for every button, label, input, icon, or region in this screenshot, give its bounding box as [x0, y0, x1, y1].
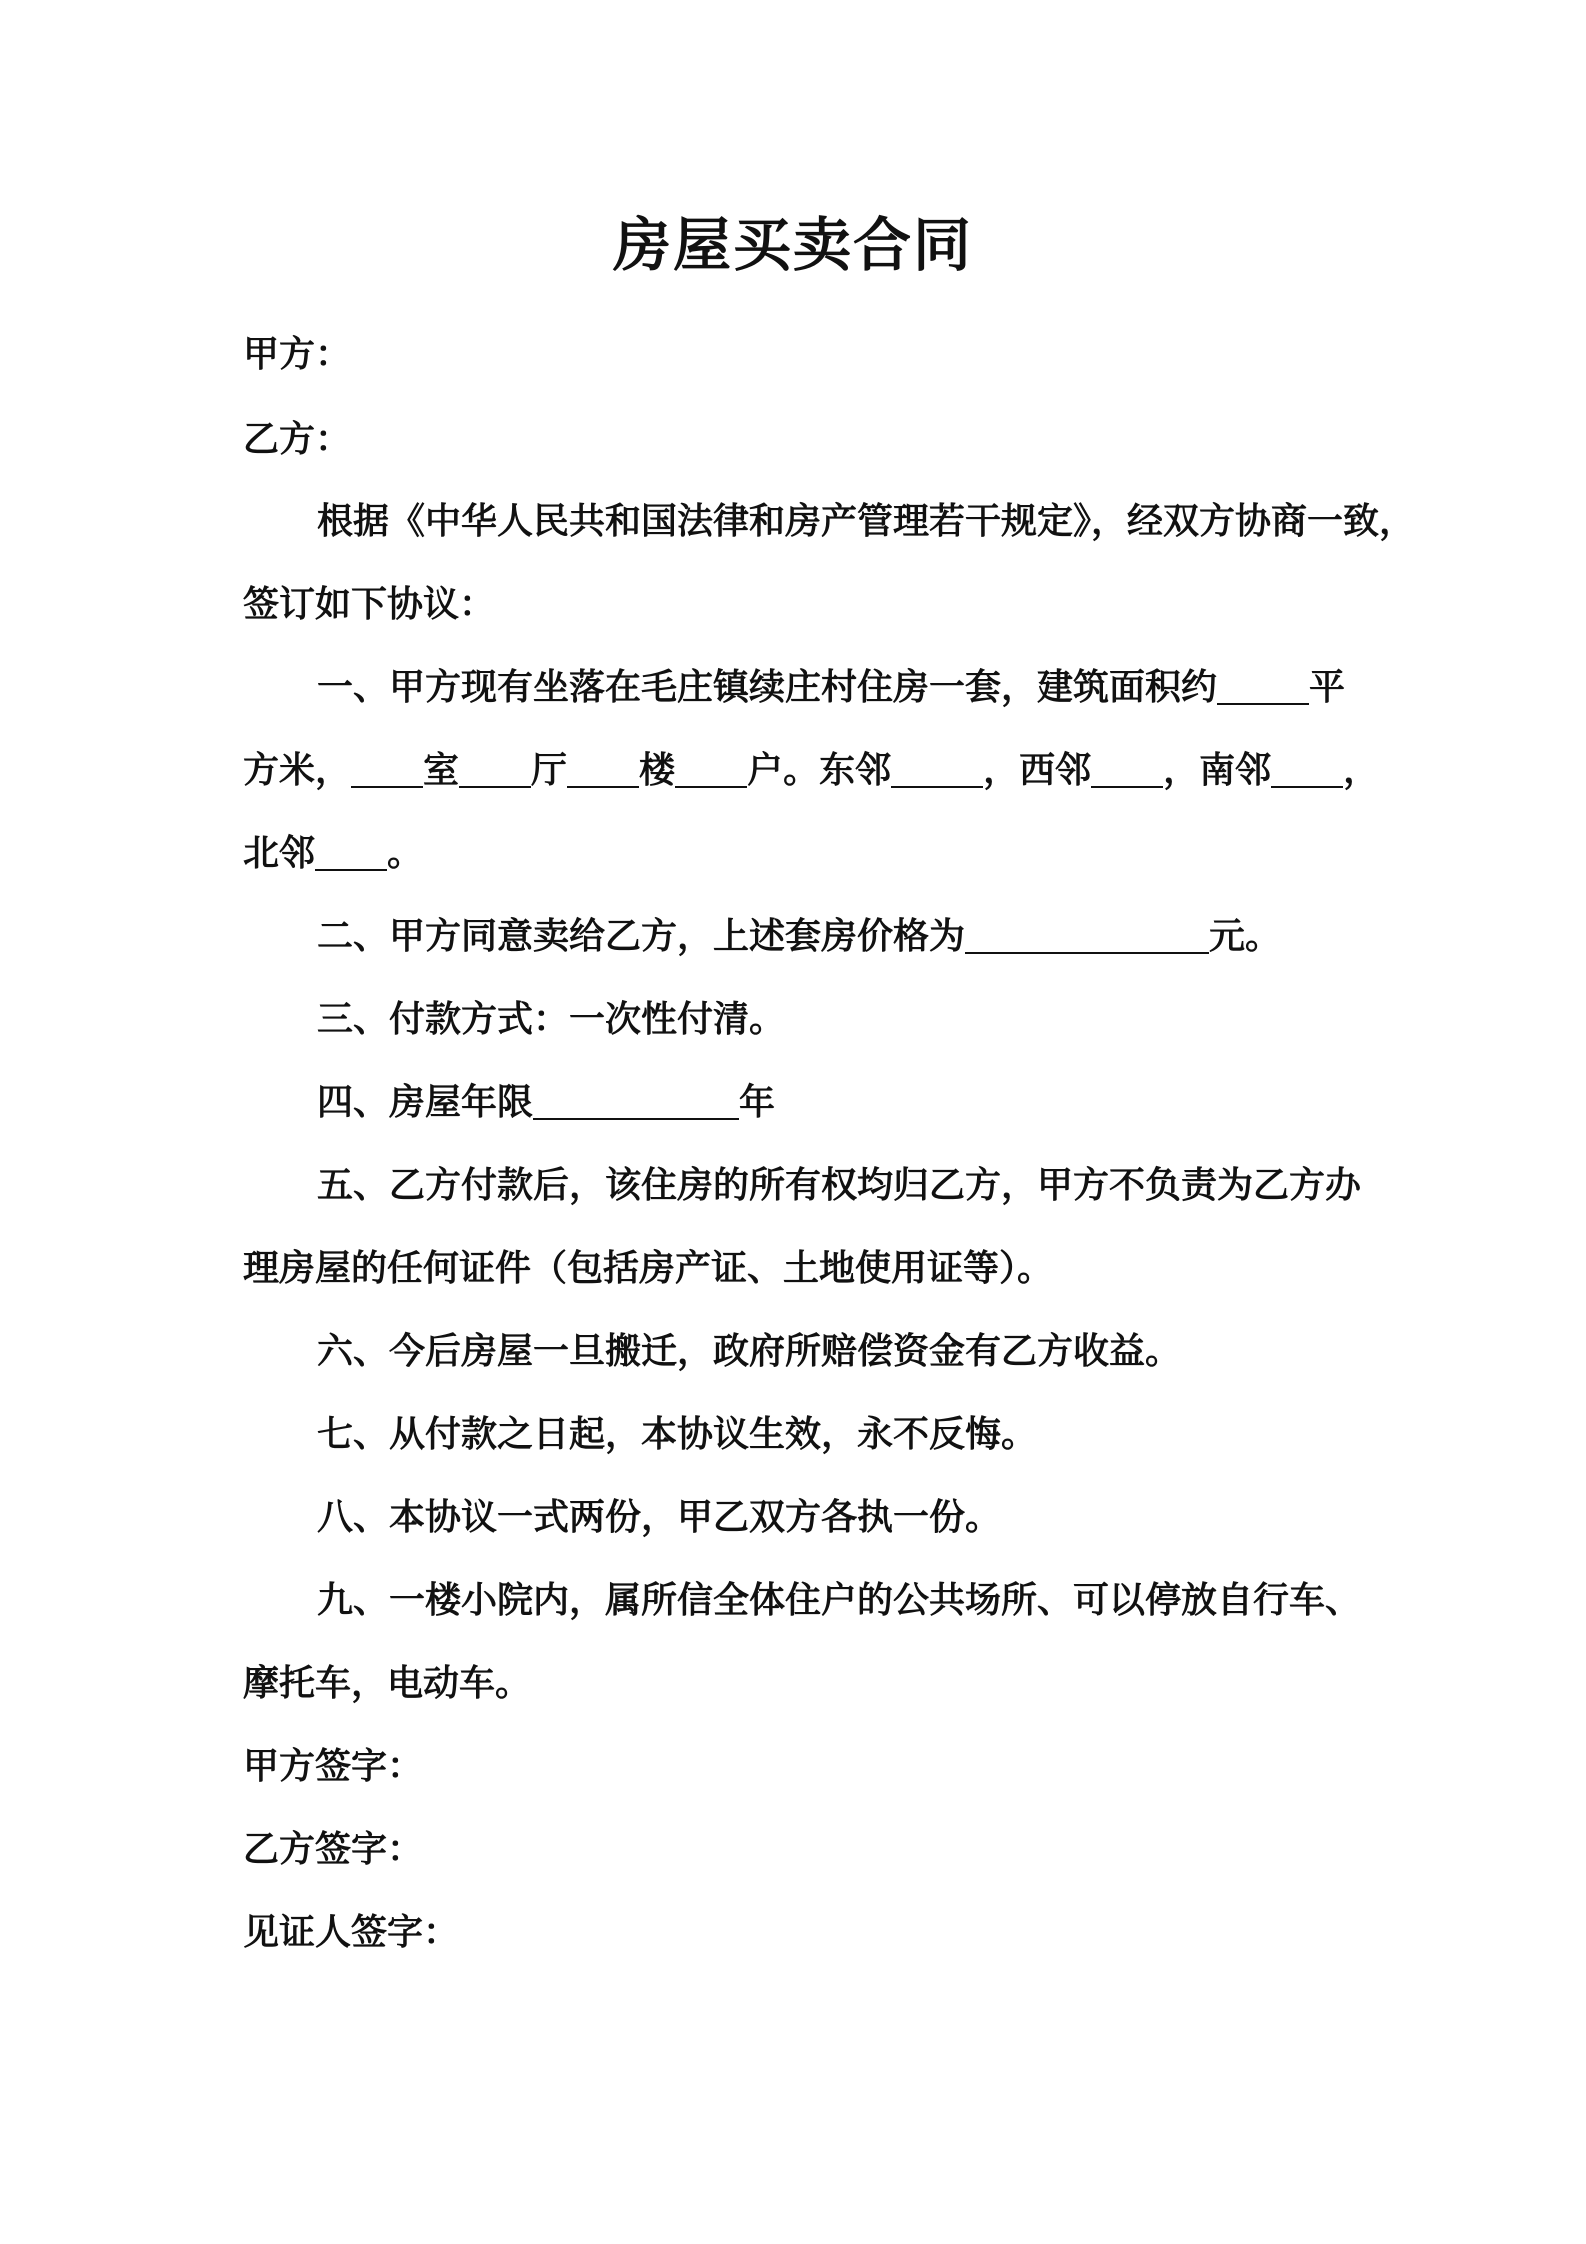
room-count-blank[interactable]	[351, 746, 423, 788]
party-b-label: 乙方：	[243, 419, 352, 460]
clause-1-text: 一、甲方现有坐落在毛庄镇续庄村住房一套，建筑面积约	[317, 667, 1218, 708]
party-a-label: 甲方：	[243, 334, 352, 375]
area-blank[interactable]	[1217, 663, 1309, 705]
clause-9-line-1: 九、一楼小院内，属所信全体住户的公共场所、可以停放自行车、	[317, 1580, 1362, 1621]
preamble-line-1: 根据《中华人民共和国法律和房产管理若干规定》，经双方协商一致，	[317, 501, 1416, 542]
area-unit-start: 平	[1309, 667, 1346, 708]
clause-2-text: 二、甲方同意卖给乙方，上述套房价格为	[317, 916, 966, 957]
west-neighbor-label: ，西邻	[983, 750, 1092, 791]
clause-1-line-2	[243, 746, 1380, 796]
east-neighbor-label: 户。东邻	[747, 750, 892, 791]
clause-1-comma: ，	[1343, 750, 1380, 791]
clause-6: 六、今后房屋一旦搬迁，政府所赔偿资金有乙方收益。	[317, 1331, 1182, 1372]
witness-signature-label: 见证人签字：	[243, 1912, 460, 1953]
clause-8: 八、本协议一式两份，甲乙双方各执一份。	[317, 1497, 1002, 1538]
price-blank[interactable]	[965, 912, 1209, 954]
room-label: 室	[423, 750, 460, 791]
hall-count-blank[interactable]	[459, 746, 531, 788]
clause-7: 七、从付款之日起，本协议生效，永不反悔。	[317, 1414, 1038, 1455]
clause-1-line-1	[243, 663, 1437, 713]
west-neighbor-blank[interactable]	[1091, 746, 1163, 788]
south-neighbor-blank[interactable]	[1271, 746, 1343, 788]
party-b-signature-label: 乙方签字：	[243, 1829, 424, 1870]
clause-5-line-2: 理房屋的任何证件（包括房产证、土地使用证等）。	[243, 1248, 1054, 1289]
clause-9-line-2: 摩托车，电动车。	[243, 1663, 532, 1704]
clause-3: 三、付款方式：一次性付清。	[317, 999, 786, 1040]
east-neighbor-blank[interactable]	[891, 746, 983, 788]
area-unit-end: 方米，	[243, 750, 352, 791]
north-neighbor-blank[interactable]	[315, 829, 387, 871]
party-a-signature-label: 甲方签字：	[243, 1746, 424, 1787]
south-neighbor-label: ，南邻	[1163, 750, 1272, 791]
clause-4-text: 四、房屋年限	[317, 1082, 534, 1123]
clause-5-line-1: 五、乙方付款后，该住房的所有权均归乙方，甲方不负责为乙方办	[317, 1165, 1362, 1206]
hall-label: 厅	[531, 750, 568, 791]
years-blank[interactable]	[533, 1078, 739, 1120]
floor-blank[interactable]	[567, 746, 639, 788]
north-neighbor-label: 北邻	[243, 833, 316, 874]
clause-1-line-3	[243, 829, 1363, 879]
floor-label: 楼	[639, 750, 676, 791]
price-unit: 元。	[1209, 916, 1282, 957]
unit-blank[interactable]	[675, 746, 747, 788]
document-title: 房屋买卖合同	[612, 211, 973, 279]
clause-4	[243, 1078, 1437, 1128]
preamble-line-2: 签订如下协议：	[243, 584, 496, 625]
clause-2	[243, 912, 1437, 962]
clause-1-end: 。	[387, 833, 424, 874]
years-unit: 年	[739, 1082, 776, 1123]
